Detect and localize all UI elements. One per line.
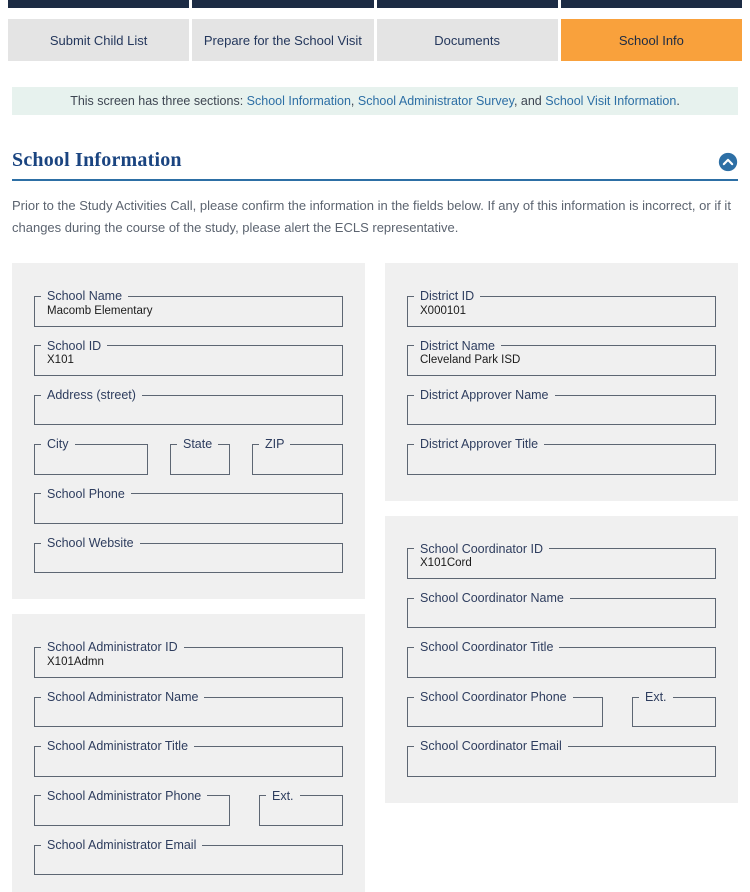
district-id-input[interactable]	[408, 304, 715, 324]
school-website-field	[34, 536, 343, 573]
link-school-visit-information[interactable]: School Visit Information	[545, 94, 677, 108]
collapse-section-button[interactable]	[718, 152, 738, 172]
main-content	[0, 149, 750, 892]
coordinator-id-input[interactable]	[408, 556, 715, 576]
banner-text: .	[676, 94, 680, 108]
coordinator-phone-row	[407, 690, 716, 739]
coordinator-phone-input[interactable]	[408, 704, 602, 724]
coordinator-name-field	[407, 591, 716, 628]
tab-top-bar	[377, 0, 558, 8]
district-approver-title-input[interactable]	[408, 452, 715, 472]
field-label: District ID	[420, 289, 475, 304]
administrator-email-input[interactable]	[35, 852, 342, 872]
school-name-field	[34, 289, 343, 326]
school-coordinator-panel	[385, 516, 738, 803]
state-input[interactable]	[171, 452, 229, 472]
school-phone-input[interactable]	[35, 501, 342, 521]
section-header	[12, 149, 738, 181]
field-label: School Phone	[47, 486, 125, 501]
school-administrator-panel	[12, 614, 365, 892]
coordinator-title-field	[407, 640, 716, 677]
field-label: School Administrator Name	[47, 689, 199, 704]
address-street-input[interactable]	[35, 402, 342, 422]
tab-top-bar	[561, 0, 742, 8]
tab-list	[8, 19, 742, 61]
administrator-id-field	[34, 640, 343, 677]
administrator-ext-field	[259, 789, 343, 826]
field-label: School Coordinator Name	[420, 591, 564, 606]
coordinator-id-field	[407, 542, 716, 579]
school-id-input[interactable]	[35, 353, 342, 373]
city-field	[34, 437, 148, 474]
field-label: School Coordinator Email	[420, 739, 562, 754]
administrator-phone-input[interactable]	[35, 803, 229, 823]
city-state-zip-row	[34, 437, 343, 486]
school-website-input[interactable]	[35, 550, 342, 570]
coordinator-name-input[interactable]	[408, 605, 715, 625]
field-label: City	[47, 437, 69, 452]
page-title: School Information	[12, 149, 182, 171]
administrator-ext-input[interactable]	[260, 803, 342, 823]
district-approver-name-input[interactable]	[408, 402, 715, 422]
city-input[interactable]	[35, 452, 147, 472]
field-label: State	[183, 437, 213, 452]
link-school-information[interactable]: School Information	[246, 94, 351, 108]
administrator-title-input[interactable]	[35, 754, 342, 774]
left-column	[12, 263, 365, 892]
district-approver-title-field	[407, 437, 716, 474]
tab-top-bar	[192, 0, 373, 8]
school-id-field	[34, 339, 343, 376]
district-approver-name-field	[407, 388, 716, 425]
coordinator-phone-field	[407, 690, 603, 727]
sections-info-banner	[12, 87, 738, 115]
banner-text: , and	[513, 94, 546, 108]
field-label: School ID	[47, 338, 102, 353]
school-name-input[interactable]	[35, 304, 342, 324]
field-label: School Website	[47, 536, 134, 551]
district-id-field	[407, 289, 716, 326]
field-label: District Approver Name	[420, 387, 549, 402]
chevron-up-icon	[718, 152, 738, 172]
administrator-name-field	[34, 690, 343, 727]
field-label: District Approver Title	[420, 437, 539, 452]
district-panel	[385, 263, 738, 501]
administrator-phone-field	[34, 789, 230, 826]
field-label: School Coordinator ID	[420, 541, 543, 556]
field-label: School Administrator ID	[47, 640, 178, 655]
district-name-field	[407, 339, 716, 376]
coordinator-ext-input[interactable]	[633, 704, 715, 724]
field-label: School Coordinator Title	[420, 640, 554, 655]
tab-top-bar	[8, 0, 189, 8]
field-label: Ext.	[272, 788, 294, 803]
administrator-title-field	[34, 739, 343, 776]
school-panel	[12, 263, 365, 599]
coordinator-title-input[interactable]	[408, 655, 715, 675]
zip-input[interactable]	[253, 452, 342, 472]
banner-text: This screen has three sections:	[70, 94, 247, 108]
form-panels	[12, 263, 738, 892]
zip-field	[252, 437, 343, 474]
tab-documents[interactable]: Documents	[377, 19, 558, 61]
section-description: Prior to the Study Activities Call, please confirm the information in the fields below. If any of this information is incorrect, or if it changes during the course of the study, please alert the ECLS representative.	[12, 198, 731, 236]
field-label: ZIP	[265, 437, 285, 452]
coordinator-email-field	[407, 739, 716, 776]
tab-top-bars	[8, 0, 742, 8]
field-label: School Administrator Phone	[47, 788, 202, 803]
field-label: School Name	[47, 289, 123, 304]
coordinator-ext-field	[632, 690, 716, 727]
administrator-id-input[interactable]	[35, 655, 342, 675]
administrator-phone-row	[34, 789, 343, 838]
school-phone-field	[34, 487, 343, 524]
right-column	[385, 263, 738, 802]
tab-prepare-school-visit[interactable]: Prepare for the School Visit	[192, 19, 373, 61]
field-label: School Administrator Email	[47, 837, 197, 852]
administrator-name-input[interactable]	[35, 704, 342, 724]
link-school-administrator-survey[interactable]: School Administrator Survey	[357, 94, 514, 108]
tab-submit-child-list[interactable]: Submit Child List	[8, 19, 189, 61]
district-name-input[interactable]	[408, 353, 715, 373]
administrator-email-field	[34, 838, 343, 875]
coordinator-email-input[interactable]	[408, 754, 715, 774]
tab-strip	[0, 0, 750, 61]
field-label: School Administrator Title	[47, 739, 189, 754]
banner-text: ,	[350, 94, 358, 108]
field-label: District Name	[420, 338, 496, 353]
state-field	[170, 437, 230, 474]
field-label: Ext.	[645, 689, 667, 704]
tab-school-info[interactable]: School Info	[561, 19, 742, 61]
address-street-field	[34, 388, 343, 425]
field-label: School Coordinator Phone	[420, 689, 567, 704]
field-label: Address (street)	[47, 387, 136, 402]
